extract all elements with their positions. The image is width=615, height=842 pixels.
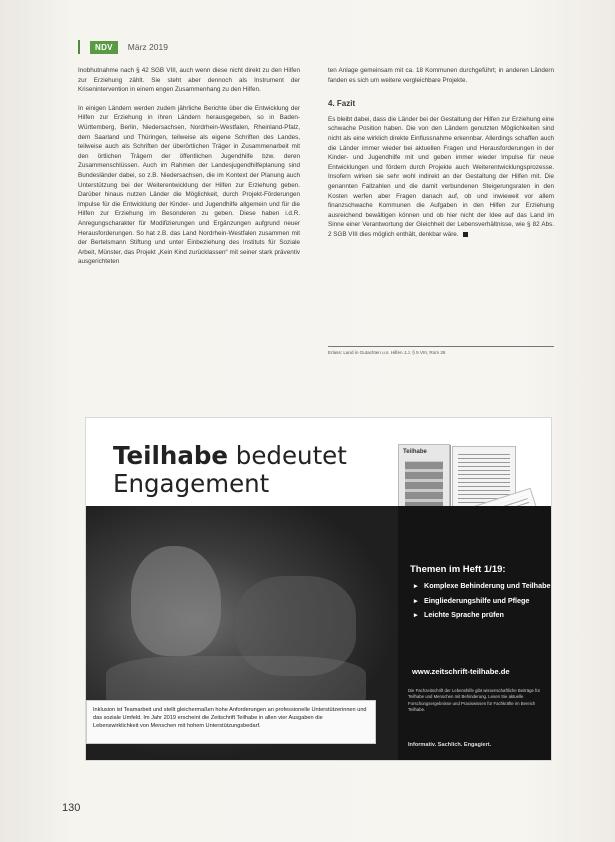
topic-item: ▸ Komplexe Behinderung und Teilhabe — [414, 581, 551, 590]
page-header — [78, 40, 168, 54]
footnote-divider — [328, 346, 554, 347]
magazine-cover-title: Teilhabe — [403, 449, 427, 455]
teilhabe-advert — [85, 417, 552, 761]
left-paragraph-2: In einigen Ländern werden zudem jährliche Berichte über die Entwicklung der Hilfen zur Erziehung in ihren Ländern herausgegeben, so in Baden-Württemberg, Berlin, Niedersachsen, Nordrhein-Westfalen, Rheinland-Pfalz, dem Saarland und Thüringen, teilweise als eigene Schriften des Landes, teilweise auch als Schriften der überörtlichen Träger in Zusammenarbeit mit den örtlichen Trägern der öffentlichen Jugendhilfe bzw. deren Zusammenschlüssen. Auch im Rahmen der Landesjugendhilfeplanung sind Bundesländer dabei, so z.B. Niedersachsen, die im Kontext der Planung auch Unterstützung bei der Weiterentwicklung der Hilfen zur Erziehung geben. Darüber hinaus nutzen Länder die Möglichkeit, durch Projekt-Förderungen Impulse für die Entwicklung der Kinder- und Jugendhilfe allgemein und für die Hilfen zur Erziehung im Besonderen zu geben. Diese haben i.d.R. Anregungscharakter für Modifizierungen und Ergänzungen aufgrund neuer Herausforderungen. So hat z.B. das Land Nordrhein-Westfalen zusammen mit der Bertelsmann Stiftung und unter Einbeziehung des Instituts für Soziale Arbeit, Münster, das Projekt „Kein Kind zurücklassen“ mit seiner stark präventiv ausgerichteten — [78, 104, 300, 266]
topic-list — [414, 581, 550, 625]
arrow-icon: ▸ — [414, 581, 418, 590]
right-text-column — [328, 66, 554, 249]
footnote: Erlass: Land in Gutachten u.s. Hilfen J.J. § 5 VIII, Rom 26 — [328, 350, 446, 355]
arrow-icon: ▸ — [414, 610, 418, 619]
left-text-column — [78, 66, 300, 276]
advert-info-text: Die Fachzeitschrift der Lebenshilfe gibt wissenschaftliche Beiträge für Teilhabe und Menschen mit Behinderung. Lesen Sie aktuelle Forschungsergebnisse und Praxiswissen für Fachkräfte im Bereich Teilhabe. — [408, 688, 541, 713]
right-paragraph-2 — [328, 115, 554, 240]
advert-title — [113, 442, 347, 498]
end-mark-icon — [463, 232, 468, 237]
left-paragraph-1: Inobhutnahme nach § 42 SGB VIII, auch wenn diese nicht direkt zu den Hilfen zur Erziehung zählt. Sie steht aber dennoch als Instrument der Krisenintervention in einem engen Zusammenhang zu den Hilfen. — [78, 67, 300, 94]
themes-heading: Themen im Heft 1/19: — [410, 564, 506, 575]
advert-title-bold: Teilhabe — [113, 441, 228, 470]
conclusion-text: Es bleibt dabei, dass die Länder bei der Gestaltung der Hilfen zur Erziehung eine schwache Position haben. Die von den Ländern genutzten Möglichkeiten sind nicht als eine wirklich direkte Einflussnahme erkennbar. Allerdings schaffen auch die Länder immer wieder bei aktuellen Fragen und Herausforderungen in der Kinder- und Jugendhilfe mit und geben immer wieder Impulse für neue Entwicklungen und fördern durch Projekte auch Weiterentwicklungsprozesse. Insofern wirken sie sehr wohl indirekt an der Gestaltung der Hilfen mit. Die genannten Fallzahlen und die damit verbundenen Steigerungsraten in den Kosten werfen aber Fragen danach auf, ob und inwieweit vor allem finanzschwache Kommunen die Aufgaben in den Hilfen zur Erziehung ausreichend bewältigen können und ob hier nicht der Idee auf das Land im Sinne einer Verantwortung der Gleichheit der Lebensverhältnisse, wie § 82 Abs. 2 SGB VIII dies möglich enthält, denkbar wäre. — [328, 115, 554, 238]
right-paragraph-1: ten Anlage gemeinsam mit ca. 18 Kommunen durchgeführt; in anderen Ländern fanden es sich um weitere vergleichbare Projekte. — [328, 67, 554, 84]
topic-item: ▸ Leichte Sprache prüfen — [414, 610, 504, 619]
journal-badge: NDV — [90, 41, 118, 54]
advert-url: www.zeitschrift-teilhabe.de — [412, 667, 510, 676]
section-heading: 4. Fazit — [328, 99, 356, 109]
issue-date: März 2019 — [127, 42, 168, 52]
page-number: 130 — [62, 802, 81, 814]
header-rule — [78, 40, 80, 54]
advert-title-rest: bedeutet — [228, 441, 347, 470]
advert-tagline: Informativ. Sachlich. Engagiert. — [408, 742, 492, 748]
advert-info-panel — [398, 506, 551, 760]
advert-caption-box: Inklusion ist Teamarbeit und stellt gleichermaßen hohe Anforderungen an professionelle Unterstützerinnen und das soziale Umfeld. Im Jahr 2019 erscheint die Zeitschrift Teilhabe in allen vier Ausgaben die Lebenswirklichkeit von Menschen mit hohem Unterstützungsbedarf. — [86, 700, 376, 744]
magazine-cover-photos — [405, 461, 443, 509]
advert-title-line2: Engagement — [113, 469, 270, 498]
arrow-icon: ▸ — [414, 595, 418, 605]
topic-item: ▸ Eingliederungshilfe und Pflege — [414, 595, 530, 605]
